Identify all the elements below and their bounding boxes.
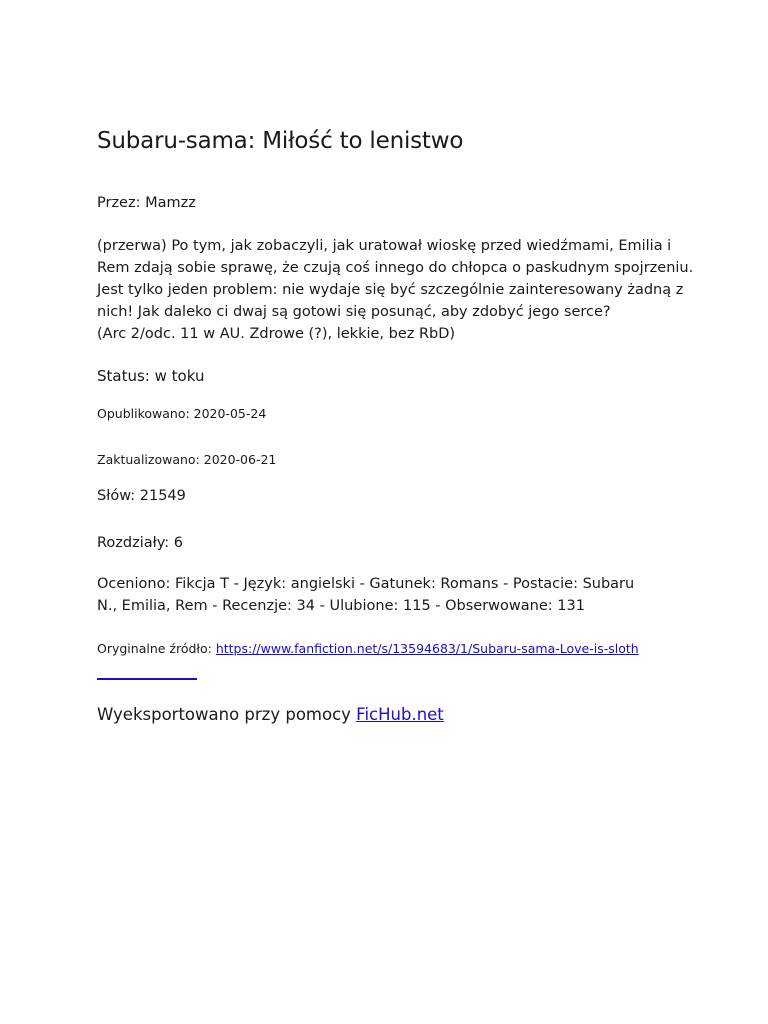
summary-line: (Arc 2/odc. 11 w AU. Zdrowe (?), lekkie, bez RbD) [97, 326, 456, 342]
updated-date: Zaktualizowano: 2020-06-21 [97, 452, 277, 467]
summary-line: (przerwa) Po tym, jak zobaczyli, jak uratował wioskę przed wiedźmami, Emilia i [97, 238, 672, 254]
status-line: Status: w toku [97, 367, 205, 385]
summary-line: Rem zdają sobie sprawę, że czują coś innego do chłopca o paskudnym spojrzeniu. [97, 260, 694, 276]
link-underline-overflow [97, 678, 197, 680]
summary-line: nich! Jak daleko ci dwaj są gotowi się posunąć, aby zdobyć jego serce? [97, 304, 611, 320]
fichub-link[interactable]: FicHub.net [356, 705, 444, 724]
original-source-line [97, 641, 639, 656]
metadata-line: N., Emilia, Rem - Recenzje: 34 - Ulubione: 115 - Obserwowane: 131 [97, 598, 585, 614]
story-title: Subaru-sama: Miłość to lenistwo [97, 128, 464, 154]
word-count: Słów: 21549 [97, 488, 186, 504]
summary-line: Jest tylko jeden problem: nie wydaje się być szczególnie zainteresowany żadną z [97, 282, 684, 298]
metadata-line: Oceniono: Fikcja T - Język: angielski - Gatunek: Romans - Postacie: Subaru [97, 576, 635, 592]
chapter-count: Rozdziały: 6 [97, 535, 184, 551]
published-date: Opublikowano: 2020-05-24 [97, 406, 267, 421]
story-metadata [97, 573, 634, 617]
export-label: Wyeksportowano przy pomocy [97, 705, 357, 724]
author-line: Przez: Mamzz [97, 195, 196, 211]
original-source-link[interactable]: https://www.fanfiction.net/s/13594683/1/Subaru-sama-Love-is-sloth [215, 641, 639, 656]
story-summary [97, 235, 694, 345]
original-source-label: Oryginalne źródło: [97, 641, 216, 656]
export-line [97, 705, 444, 724]
